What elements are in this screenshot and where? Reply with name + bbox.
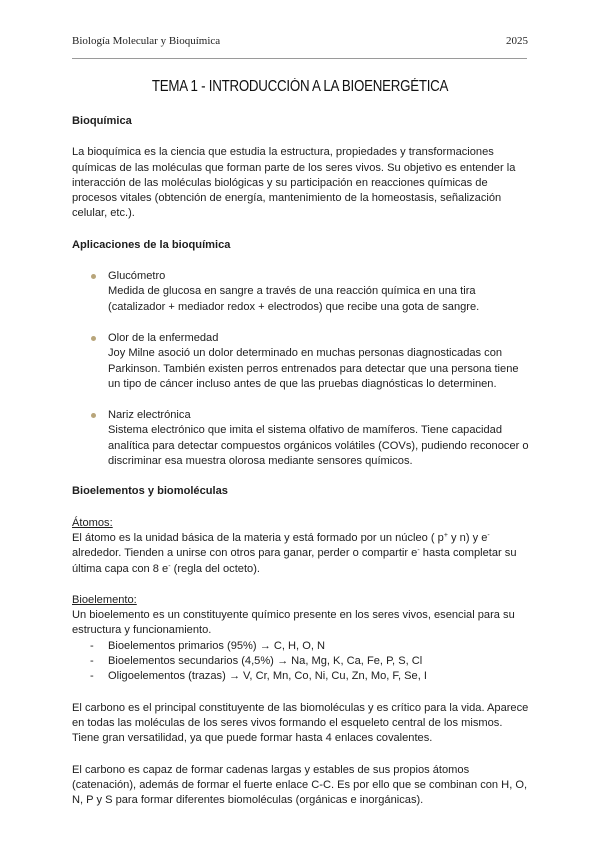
list-item xyxy=(72,331,532,392)
bullet-icon xyxy=(91,413,96,418)
paragraph-bioquimica: La bioquímica es la ciencia que estudia la estructura, propiedades y transformaciones químicas de las moléculas que forman parte de los seres vivos. Su objetivo es entender la interacción de las moléculas biológicas y su participación en reacciones químicas de procesos vitales (obtención de energía, mantenimiento de la homeostasis, señalización celular, etc.). xyxy=(72,146,516,220)
page-header xyxy=(72,35,528,53)
item-title: Glucómetro xyxy=(108,270,166,283)
bullet-icon xyxy=(91,274,96,279)
list-item: - Bioelementos secundarios (4,5%) → Na, Mg, K, Ca, Fe, P, S, Cl xyxy=(90,655,423,668)
subheading-atomos: Átomos: xyxy=(72,516,113,529)
document-body xyxy=(72,114,532,808)
bullet-icon xyxy=(91,336,96,341)
item-description: Sistema electrónico que imita el sistema olfativo de mamíferos. Tiene capacidad analítica para detectar compuestos orgánicos volátiles (COVs), pudiendo reconocer o discriminar esa muestra olorosa mediante sensores químicos. xyxy=(108,424,529,468)
item-description: Medida de glucosa en sangre a través de una reacción química en una tira (catalizador + mediador redox + electrodos) que recibe una gota de sangre. xyxy=(108,285,480,313)
section-heading-bioquimica: Bioquímica xyxy=(72,115,132,127)
section-heading-bioelementos: Bioelementos y biomoléculas xyxy=(72,485,228,498)
list-item xyxy=(72,269,532,315)
subheading-bioelemento: Bioelemento: xyxy=(72,593,137,606)
course-name: Biología Molecular y Bioquímica xyxy=(72,35,221,47)
header-divider xyxy=(72,58,527,59)
section-heading-aplicaciones: Aplicaciones de la bioquímica xyxy=(72,238,231,251)
paragraph-carbono-2: El carbono es capaz de formar cadenas largas y estables de sus propios átomos (catenación), además de formar el fuerte enlace C-C. Es por ello que se combinan con H, O, N, P y S para formar diferentes biomoléculas (orgánicas e inorgánicas). xyxy=(72,763,528,807)
paragraph-carbono-1: El carbono es el principal constituyente de las biomoléculas y es crítico para la vida. Aparece en todas las moléculas de los seres vivos formando el esqueleto central de los mismos. Tiene gran versatilidad, ya que puede formar hasta 4 enlaces covalentes. xyxy=(72,701,529,745)
paragraph-atomos: El átomo es la unidad básica de la materia y está formado por un núcleo ( p+ y n) y e- alrededor. Tienden a unirse con otros para ganar, perder o compartir e- hasta completar su última capa con 8 e- (regla del octeto). xyxy=(72,531,517,575)
list-item: - Bioelementos primarios (95%) → C, H, O, N xyxy=(90,639,326,652)
item-title: Nariz electrónica xyxy=(108,409,191,422)
paragraph-bioelemento: Un bioelemento es un constituyente químico presente en los seres vivos, esencial para su estructura y funcionamiento. xyxy=(72,609,515,637)
item-description: Joy Milne asoció un dolor determinado en muchas personas diagnosticadas con Parkinson. También existen perros entrenados para detectar que una persona tiene un tipo de cáncer incluso antes de que las pruebas diagnósticas lo determinen. xyxy=(108,347,519,390)
year: 2025 xyxy=(506,35,528,47)
list-item xyxy=(72,408,532,469)
page-title: TEMA 1 - INTRODUCCIÓN A LA BIOENERGÉTICA xyxy=(151,78,449,95)
list-item: - Oligoelementos (trazas) → V, Cr, Mn, Co, Ni, Cu, Zn, Mo, F, Se, I xyxy=(90,670,427,683)
item-title: Olor de la enfermedad xyxy=(108,331,219,344)
